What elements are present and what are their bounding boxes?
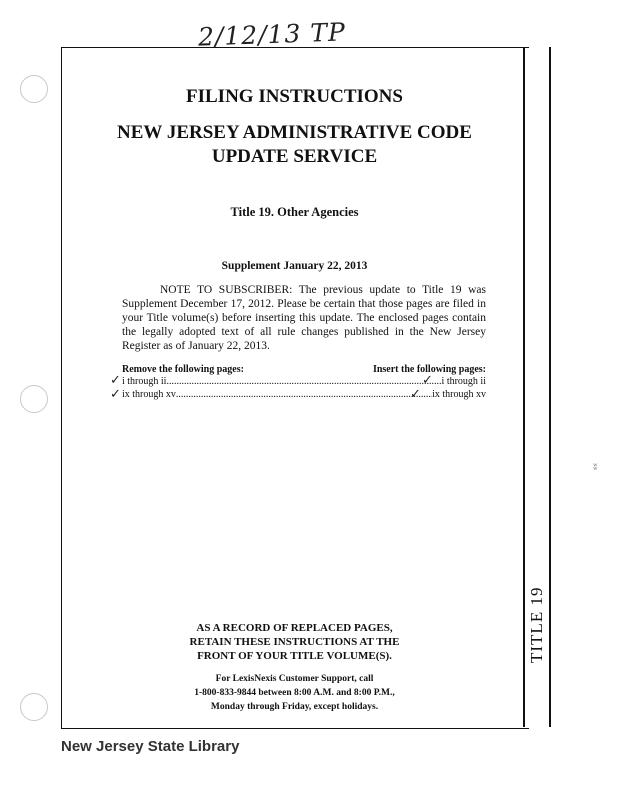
note-to-subscriber: NOTE TO SUBSCRIBER: The previous update to Title 19 was Supplement December 17, 2012. Please be certain that those pages are filed in your Title volume(s) before inserting this update. The enclosed pages contain the legally adopted text of all rule changes published in the New Jersey Register as of January 22, 2013. (122, 284, 486, 352)
dot-leader (166, 376, 441, 387)
library-footer: New Jersey State Library (61, 738, 240, 755)
side-tab-label: TITLE 19 (527, 586, 546, 663)
insert-pages-value: i through ii (441, 376, 486, 387)
title-number: Title 19. Other Agencies (230, 205, 359, 219)
support-info-line: Monday through Friday, except holidays. (210, 702, 379, 712)
code-title-line-1: NEW JERSEY ADMINISTRATIVE CODE (117, 122, 472, 143)
remove-pages-value: i through ii (122, 376, 167, 387)
support-info-line: 1-800-833-9844 between 8:00 A.M. and 8:00 P.M., (194, 688, 395, 698)
checkmark-icon: ✓ (110, 386, 121, 401)
support-info-line: For LexisNexis Customer Support, call (215, 674, 374, 684)
insert-pages-value: ix through xv (432, 389, 486, 400)
handwritten-date-note: 2/12/13 TP (197, 17, 347, 52)
page-replacement-row (122, 389, 486, 400)
binder-hole (20, 75, 48, 103)
remove-pages-value: ix through xv (122, 389, 176, 400)
checkmark-icon: ✓ (422, 372, 433, 387)
record-instruction-line: AS A RECORD OF REPLACED PAGES, (196, 622, 393, 634)
binder-hole (20, 385, 48, 413)
binder-hole (20, 693, 48, 721)
code-title-line-2: UPDATE SERVICE (211, 146, 378, 167)
record-instruction-line: FRONT OF YOUR TITLE VOLUME(S). (197, 650, 392, 662)
supplement-date: Supplement January 22, 2013 (221, 260, 368, 272)
margin-scribble-icon: ʬ (593, 462, 598, 472)
page-title: FILING INSTRUCTIONS (186, 86, 403, 107)
checkmark-icon: ✓ (110, 372, 121, 387)
remove-pages-header: Remove the following pages: (122, 364, 244, 375)
record-instruction-line: RETAIN THESE INSTRUCTIONS AT THE (189, 636, 400, 648)
checkmark-icon: ✓ (410, 386, 421, 401)
insert-pages-header: Insert the following pages: (372, 364, 486, 375)
dot-leader (176, 389, 432, 400)
